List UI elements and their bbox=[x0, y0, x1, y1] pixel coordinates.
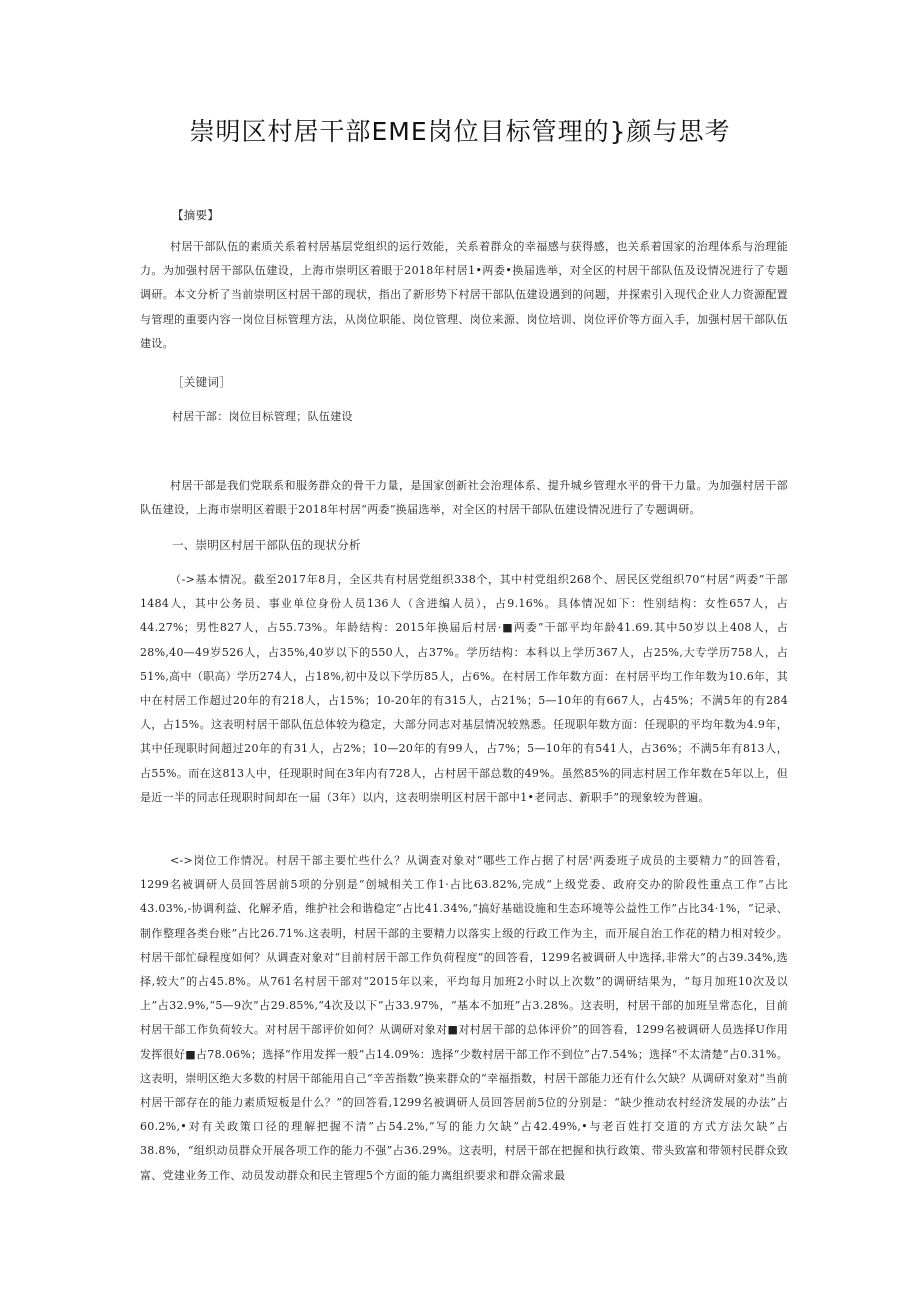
paragraph-1-text: （->基本情况。截至2017年8月，全区共有村居党组织338个，其中村党组织268个、居民区党组织70“村居“两委”干部1484人，其中公务员、事业单位身份人员136人（含进编人员），占9.16%。具体情况如下：性别结构：女性657人，占44.27%；男性827人，占55.73%。年龄结构：2015年换届后村居·■两委”干部平均年龄41.69.其中50岁以上408人，占28%,40—49岁526人，占35%,40岁以下的550人，占37%。学历结构：本科以上学历367人，占25%,大专学历758人，占51%,高中（职高）学历274人，占18%,初中及以下学历85人，占6%。在村居工作年数方面：在村居平均工作年数为10.6年，其中在村居工作超过20年的有218人，占15%；10-20年的有315人，占21%；5—10年的有667人，占45%；不满5年的有284人，占15%。这表明村居干部队伍总体较为稳定，大部分同志对基层情况较熟悉。任现职年数方面：任现职的平均年数为4.9年，其中任现职时间超过20年的有31人，占2%；10—20年的有99人，占7%；5—10年的有541人，占36%；不满5年有813人，占55%。而在这813人中，任现职时间在3年内有728人，占村居干部总数的49%。虽然85%的同志村居工作年数在5年以上，但是近一半的同志任现职时间却在一届（3年）以内，这表明崇明区村居干部中1•老同志、新职手”的现象较为普遍。 bbox=[140, 573, 788, 804]
abstract-text: 村居干部队伍的素质关系着村居基层党组织的运行效能，关系着群众的幸福感与获得感，也关系着国家的治理体系与治理能力。为加强村居干部队伍建设，上海市崇明区着眼于2018年村居1•两委•换届选举，对全区的村居干部队伍及设情况进行了专题调研。本文分析了当前崇明区村居干部的现状，指出了新形势下村居干部队伍建设遇到的问题，并探索引入现代企业人力资源配置与管理的重要内容一岗位目标管理方法，从岗位职能、岗位管理、岗位来源、岗位培训、岗位评价等方面入手，加强村居干部队伍建设。 bbox=[140, 240, 788, 350]
keywords-heading: ［关键词］ bbox=[172, 375, 231, 389]
intro-paragraph bbox=[140, 474, 788, 522]
intro-text: 村居干部是我们党联系和服务群众的骨干力量，是国家创新社会治理体系、提升城乡管理水平的骨干力量。为加强村居干部队伍建设，上海市崇明区着眼于2018年村居“两委”换届选举，对全区的村居干部队伍建设情况进行了专题调研。 bbox=[140, 479, 788, 517]
body-paragraph-2 bbox=[140, 849, 788, 1188]
abstract-paragraph bbox=[140, 235, 788, 356]
paragraph-2-text: <->岗位工作情况。村居干部主要忙些什么？从调查对象对“哪些工作占据了村居'两委班子成员的主要精力”的回答看，1299名被调研人员回答居前5项的分别是“创城相关工作1·占比63.82%,完成“上级党委、政府交办的阶段性重点工作”占比43.03%,-协调利益、化解矛盾，维护社会和谐稳定”占比41.34%,“搞好基础设施和生态环境等公益性工作”占比34·1%，“记录、制作整理各类台账”占比26.71%.这表明，村居干部的主要精力以落实上级的行政工作为主，而开展自治工作花的精力相对较少。村居干部忙碌程度如何？从调查对象对“目前村居干部工作负荷程度”的回答看，1299名被调研人中选择,非常大”的占39.34%,选择,较大”的占45.8%。从761名村居干部对“2015年以来，平均每月加班2小时以上次数”的调研结果为，“每月加班10次及以上”占32.9%,“5—9次”占29.85%,“4次及以下”占33.97%，“基本不加班”占3.28%。这表明，村居干部的加班呈常态化，目前村居干部工作负荷较大。对村居干部评价如何？从调研对象对■对村居干部的总体评价”的回答看，1299名被调研人员选择U作用发挥很好■占78.06%；选择“作用发挥一般”占14.09%：选择“少数村居干部工作不到位”占7.54%；选择“不太清楚”占0.31%。这表明，崇明区绝大多数的村居干部能用自己“辛苦指数”换来群众的“幸福指数，村居干部能力还有什么欠缺？从调研对象对“当前村居干部存在的能力素质短板是什么？”的回答看,1299名被调研人员回答居前5位的分别是：“缺少推动农村经济发展的办法”占60.2%,•对有关政策口径的理解把握不清”占54.2%,“写的能力欠缺”占42.49%,•与老百姓打交道的方式方法欠缺”占38.8%，“组织动员群众开展各项工作的能力不强”占36.29%。这表明，村居干部在把握和执行政策、带头致富和带领村民群众致富、党建业务工作、动员发动群众和民主管理5个方面的能力离组织要求和群众需求最 bbox=[140, 854, 788, 1182]
body-paragraph-1 bbox=[140, 568, 788, 810]
document-title: 崇明区村居干部EME岗位目标管理的}颜与思考 bbox=[189, 117, 731, 146]
keywords-text: 村居干部：岗位目标管理；队伍建设 bbox=[172, 410, 353, 423]
abstract-heading: 【摘要】 bbox=[172, 208, 220, 222]
section-heading-1: 一、崇明区村居干部队伍的现状分析 bbox=[172, 538, 361, 552]
